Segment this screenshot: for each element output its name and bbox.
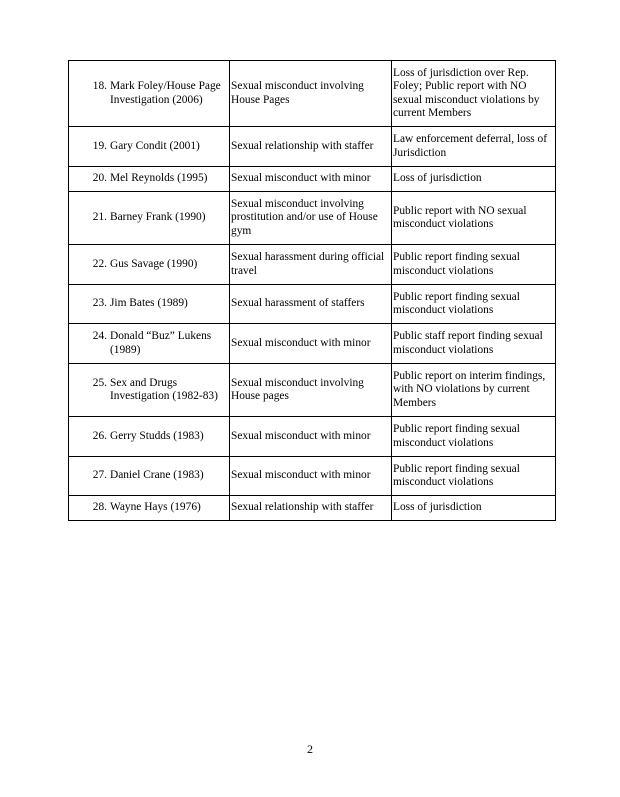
- case-number: 24.: [92, 330, 107, 343]
- case-cell: [69, 167, 230, 192]
- outcome-cell: Public report finding sexual misconduct violations: [392, 245, 556, 285]
- table-row: [69, 364, 556, 417]
- table-row: [69, 457, 556, 496]
- case-name: Donald “Buz” Lukens (1989): [110, 330, 212, 356]
- case-cell: [69, 127, 230, 167]
- case-number: 25.: [92, 376, 107, 389]
- outcome-cell: Loss of jurisdiction: [392, 496, 556, 521]
- case-cell: [69, 324, 230, 364]
- case-number: 22.: [92, 257, 107, 270]
- case-number: 20.: [92, 172, 107, 185]
- case-name: Jim Bates (1989): [110, 297, 188, 310]
- case-cell: [69, 285, 230, 324]
- case-name: Daniel Crane (1983): [110, 469, 204, 482]
- case-cell: [69, 417, 230, 457]
- outcome-cell: Public report finding sexual misconduct violations: [392, 457, 556, 496]
- case-number: 23.: [92, 297, 107, 310]
- outcome-cell: Public report finding sexual misconduct violations: [392, 417, 556, 457]
- allegation-cell: Sexual misconduct with minor: [230, 457, 392, 496]
- case-number: 26.: [92, 429, 107, 442]
- case-name: Gary Condit (2001): [110, 139, 200, 152]
- case-number: 21.: [92, 211, 107, 224]
- allegation-cell: Sexual misconduct with minor: [230, 324, 392, 364]
- case-name: Barney Frank (1990): [110, 211, 206, 224]
- allegation-cell: Sexual relationship with staffer: [230, 496, 392, 521]
- table-row: [69, 167, 556, 192]
- outcome-cell: Public staff report finding sexual misconduct violations: [392, 324, 556, 364]
- case-name: Gerry Studds (1983): [110, 429, 204, 442]
- table-row: [69, 285, 556, 324]
- allegation-cell: Sexual relationship with staffer: [230, 127, 392, 167]
- table-row: [69, 127, 556, 167]
- case-number: 27.: [92, 469, 107, 482]
- case-number: 19.: [92, 139, 107, 152]
- case-name: Wayne Hays (1976): [110, 501, 201, 514]
- case-cell: [69, 192, 230, 245]
- case-name: Gus Savage (1990): [110, 257, 198, 270]
- allegation-cell: Sexual misconduct involving House Pages: [230, 61, 392, 127]
- outcome-cell: Public report on interim findings, with NO violations by current Members: [392, 364, 556, 417]
- allegation-cell: Sexual harassment of staffers: [230, 285, 392, 324]
- table-row: [69, 496, 556, 521]
- case-name: Mark Foley/House Page Investigation (2006): [110, 80, 221, 106]
- case-cell: [69, 496, 230, 521]
- case-cell: [69, 457, 230, 496]
- cases-table-body: [69, 61, 556, 521]
- case-cell: [69, 245, 230, 285]
- case-cell: [69, 364, 230, 417]
- outcome-cell: Public report finding sexual misconduct violations: [392, 285, 556, 324]
- table-row: [69, 324, 556, 364]
- outcome-cell: Loss of jurisdiction: [392, 167, 556, 192]
- outcome-cell: Law enforcement deferral, loss of Jurisdiction: [392, 127, 556, 167]
- allegation-cell: Sexual misconduct with minor: [230, 167, 392, 192]
- table-row: [69, 245, 556, 285]
- table-row: [69, 61, 556, 127]
- allegation-cell: Sexual harassment during official travel: [230, 245, 392, 285]
- case-number: 28.: [92, 501, 107, 514]
- case-name: Mel Reynolds (1995): [110, 172, 208, 185]
- table-row: [69, 417, 556, 457]
- case-cell: [69, 61, 230, 127]
- cases-table: [68, 60, 556, 521]
- case-name: Sex and Drugs Investigation (1982-83): [110, 376, 218, 402]
- allegation-cell: Sexual misconduct with minor: [230, 417, 392, 457]
- table-row: [69, 192, 556, 245]
- outcome-cell: Public report with NO sexual misconduct violations: [392, 192, 556, 245]
- page-number: 2: [307, 742, 313, 756]
- outcome-cell: Loss of jurisdiction over Rep. Foley; Public report with NO sexual misconduct violations by current Members: [392, 61, 556, 127]
- case-number: 18.: [92, 80, 107, 93]
- allegation-cell: Sexual misconduct involving prostitution and/or use of House gym: [230, 192, 392, 245]
- allegation-cell: Sexual misconduct involving House pages: [230, 364, 392, 417]
